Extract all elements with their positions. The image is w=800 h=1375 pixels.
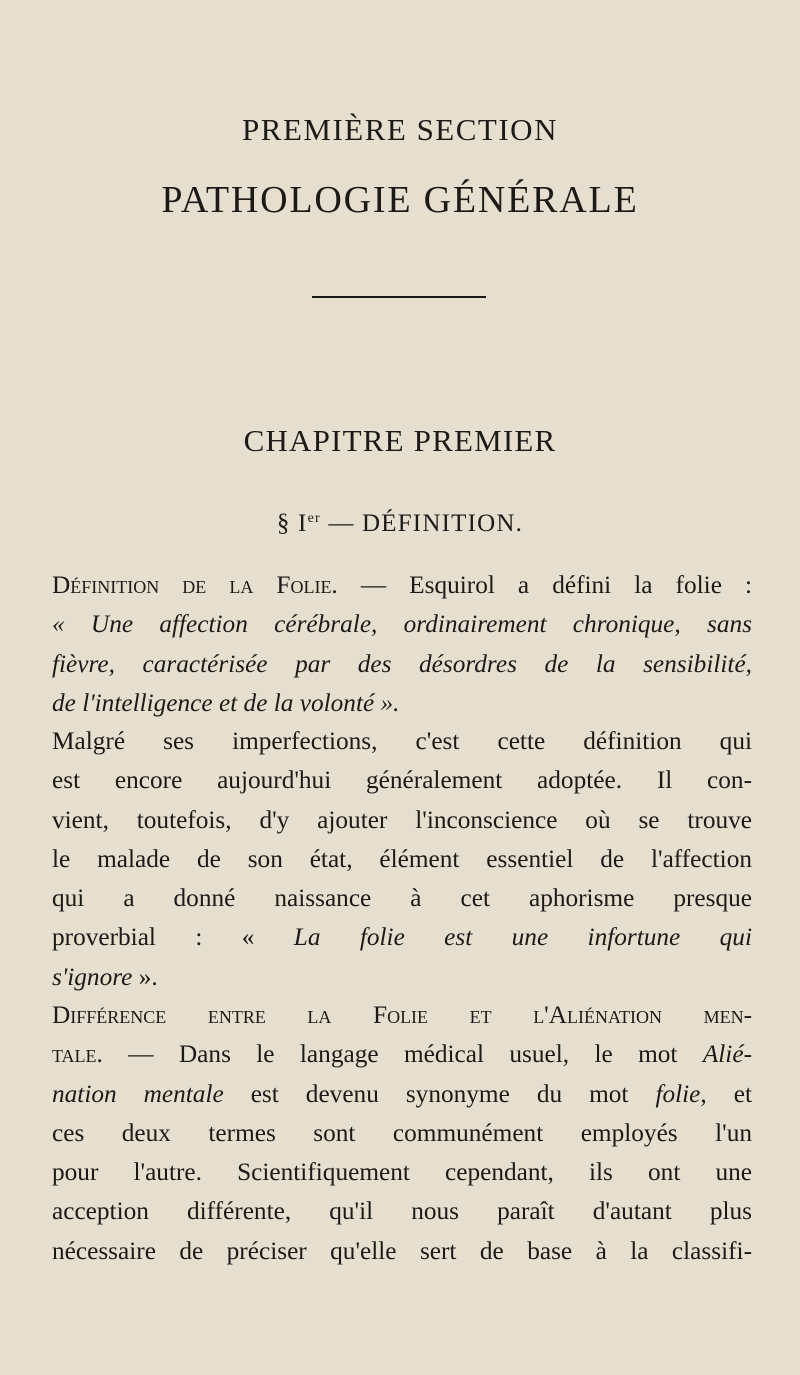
section-title: PREMIÈRE SECTION bbox=[242, 112, 558, 147]
difference-lead-end: tale. bbox=[52, 1040, 103, 1069]
main-title: PATHOLOGIE GÉNÉRALE bbox=[161, 179, 639, 221]
subsection-superscript: er bbox=[307, 511, 321, 526]
text-line bbox=[52, 1075, 752, 1114]
subsection-title: — DÉFINITION. bbox=[320, 510, 524, 537]
chapter-title: CHAPITRE PREMIER bbox=[243, 423, 557, 458]
difference-line-5: pour l'autre. Scientifiquement cependant, ils ont une bbox=[52, 1158, 752, 1187]
subsection-heading bbox=[0, 510, 800, 538]
commentary-line-2: est encore aujourd'hui généralement adoptée. Il con- bbox=[52, 766, 752, 795]
term-folie: folie bbox=[655, 1079, 701, 1108]
difference-lead: Différence entre la Folie et l'Aliénation men- bbox=[52, 1001, 752, 1029]
commentary-line-5: qui a donné naissance à cet aphorisme presque bbox=[52, 884, 752, 913]
difference-line-6: acception différente, qu'il nous paraît d'autant plus bbox=[52, 1197, 752, 1226]
definition-line-1: — Esquirol a défini la folie : bbox=[337, 571, 752, 599]
definition-line-3: fièvre, caractérisée par des désordres de la sensibilité, bbox=[52, 649, 752, 678]
commentary-line-6: proverbial : « bbox=[52, 923, 294, 952]
commentary-paragraph bbox=[52, 722, 752, 997]
text-line bbox=[52, 958, 752, 997]
definition-line-2: « Une affection cérébrale, ordinairement chronique, sans bbox=[52, 610, 752, 639]
text-line bbox=[52, 1035, 752, 1074]
difference-line-3-end: , et bbox=[700, 1079, 752, 1108]
commentary-line-4: le malade de son état, élément essentiel de l'affection bbox=[52, 844, 752, 873]
commentary-line-7: ». bbox=[132, 962, 158, 991]
definition-line-4: de l'intelligence et de la volonté ». bbox=[52, 688, 400, 717]
difference-line-3: est devenu synonyme du mot bbox=[223, 1079, 656, 1108]
aphorism-text: La folie est une infortune qui bbox=[293, 923, 752, 952]
title-divider bbox=[312, 296, 486, 298]
text-line bbox=[52, 918, 752, 957]
definition-lead: Définition de la Folie. bbox=[52, 571, 338, 599]
difference-line-2: — Dans le langage médical usuel, le mot bbox=[102, 1040, 703, 1069]
text-line bbox=[52, 566, 752, 605]
commentary-line-1: Malgré ses imperfections, c'est cette définition qui bbox=[52, 727, 752, 755]
commentary-line-3: vient, toutefois, d'y ajouter l'inconscience où se trouve bbox=[52, 805, 752, 834]
term-alienation: Alié- bbox=[702, 1040, 752, 1069]
aphorism-end: s'ignore bbox=[52, 962, 133, 991]
definition-paragraph bbox=[52, 566, 752, 723]
difference-line-7: nécessaire de préciser qu'elle sert de base à la classifi- bbox=[52, 1236, 752, 1265]
term-alienation-end: nation mentale bbox=[52, 1079, 224, 1108]
difference-line-4: ces deux termes sont communément employés l'un bbox=[52, 1118, 752, 1147]
subsection-prefix: § I bbox=[276, 510, 308, 537]
difference-paragraph bbox=[52, 996, 752, 1271]
